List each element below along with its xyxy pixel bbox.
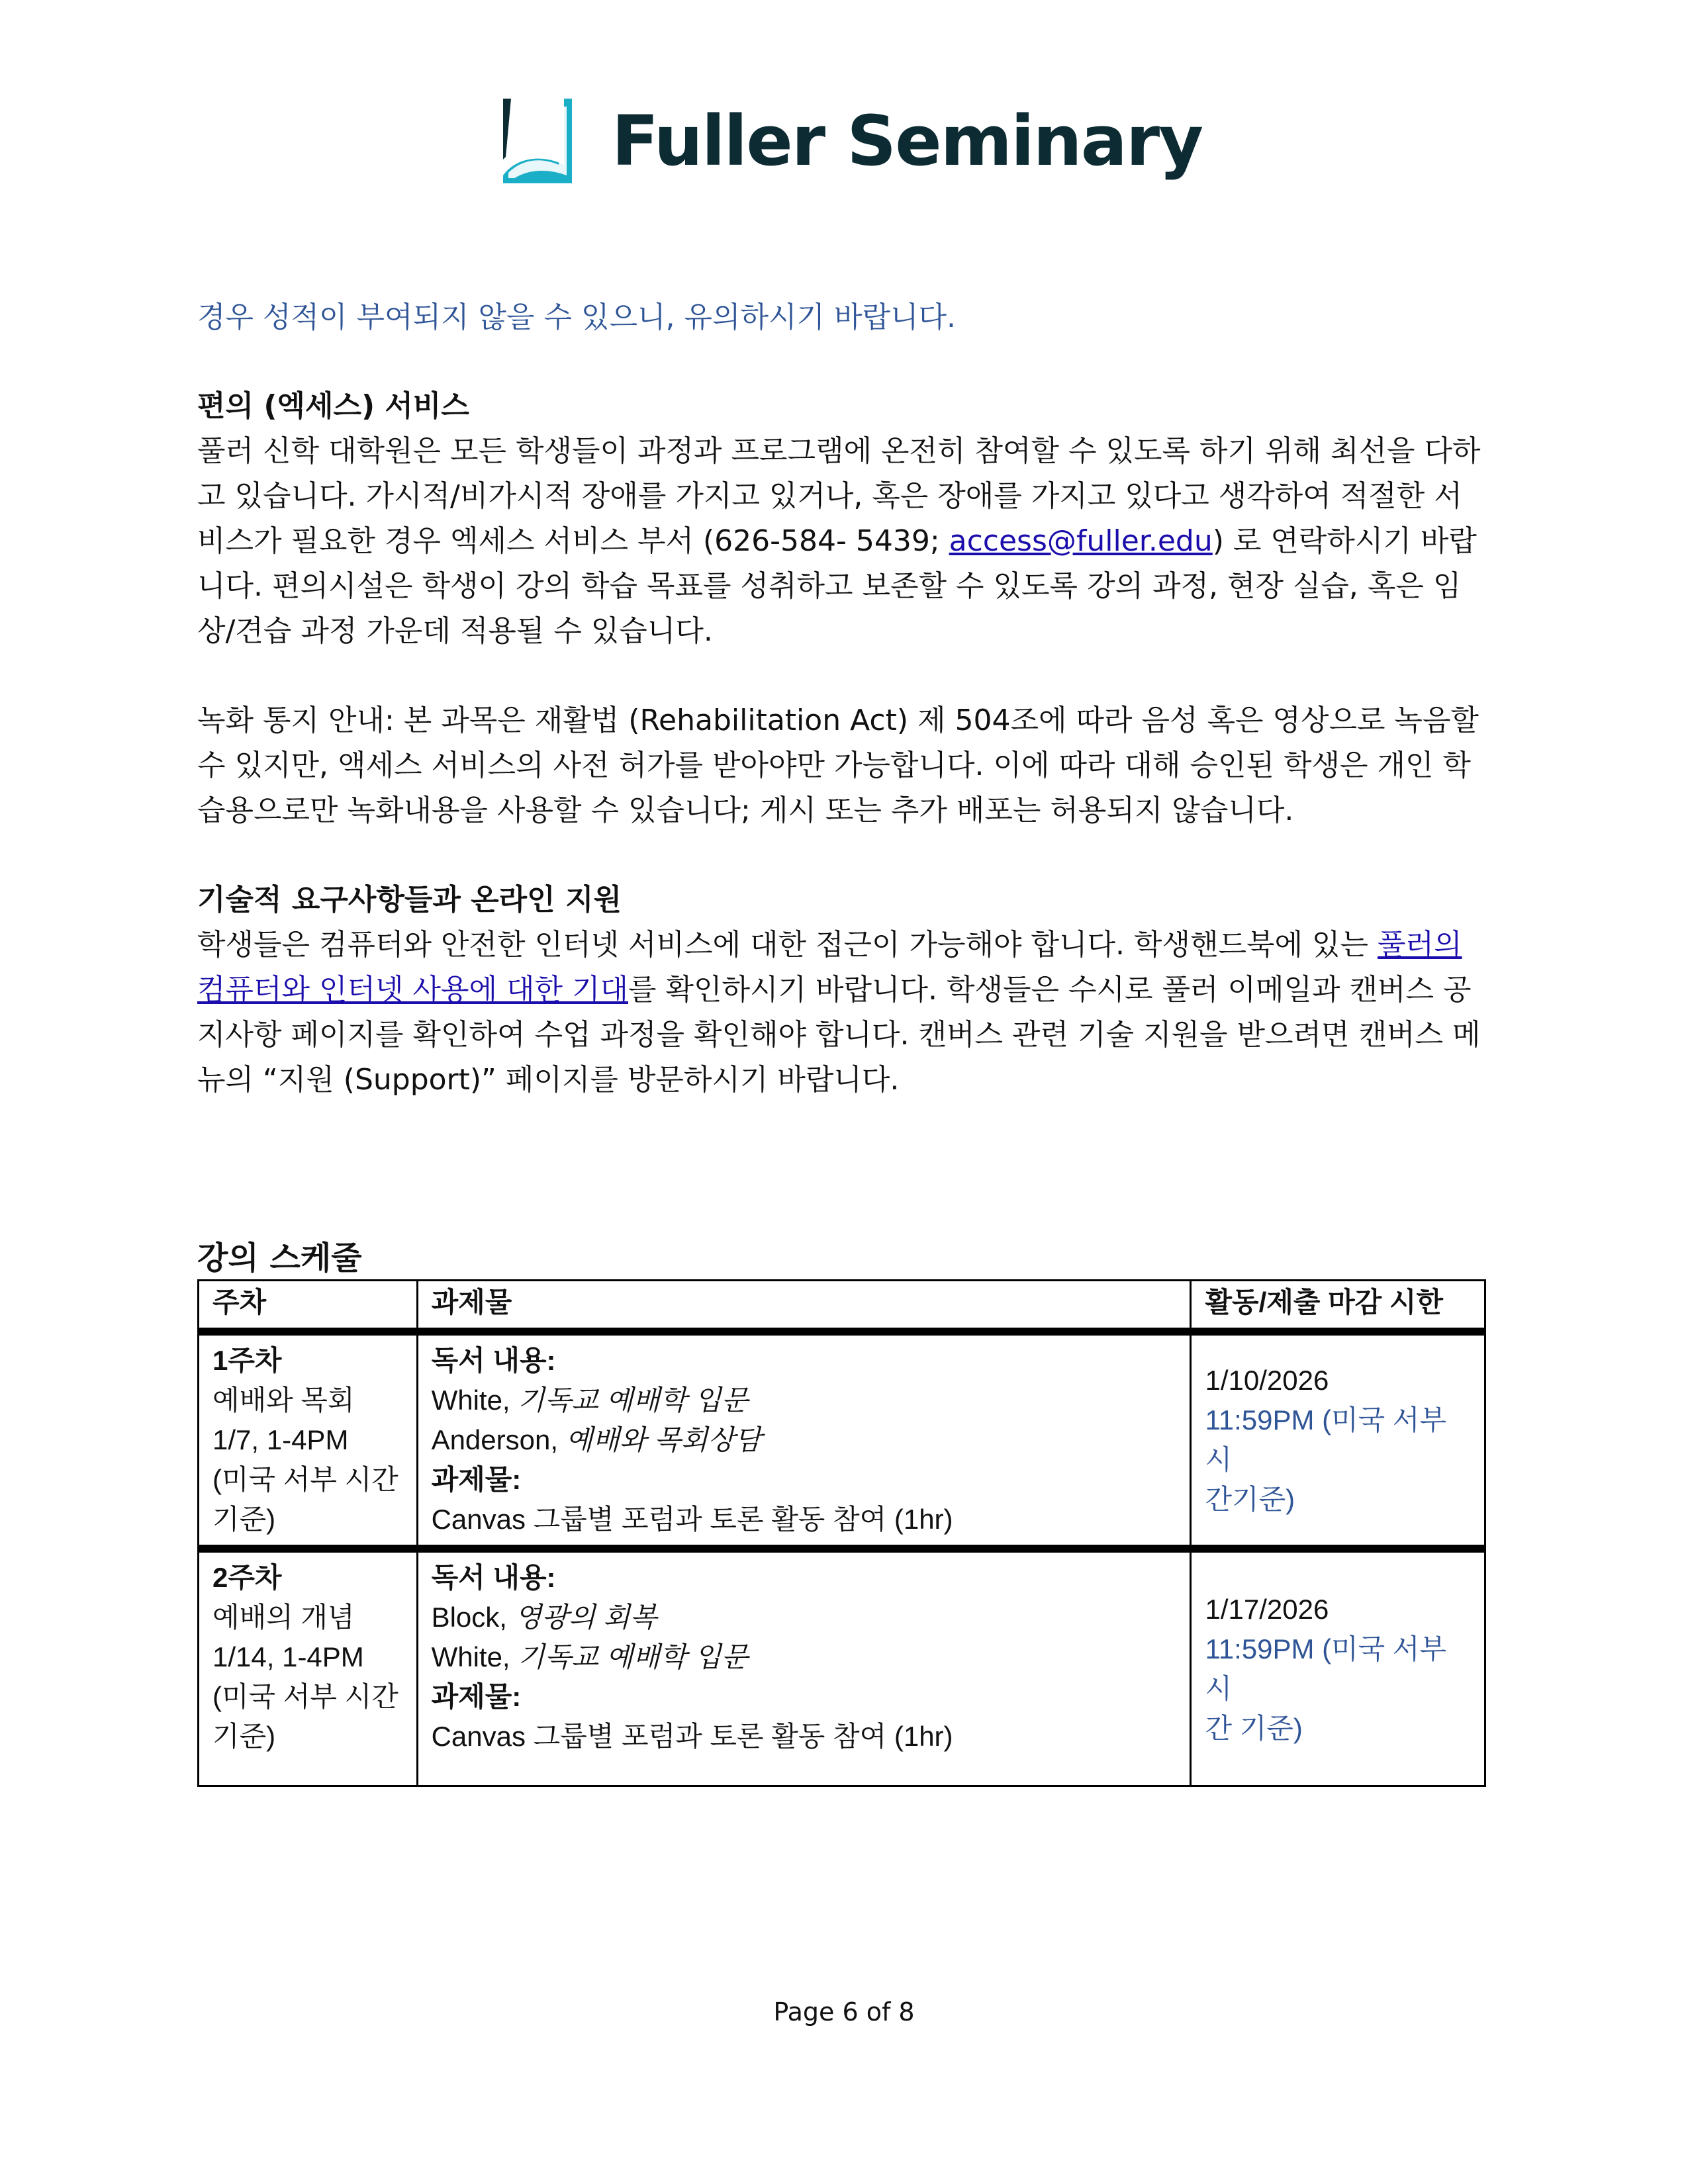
access-heading: 편의 (엑세스) 서비스	[197, 389, 469, 423]
due-time: 간 기준)	[1205, 1712, 1303, 1744]
tech-line	[197, 970, 1471, 1010]
access-line: 니다. 편의시설은 학생이 강의 학습 목표를 성취하고 보존할 수 있도록 강의 과정, 현장 실습, 혹은 임	[197, 569, 1462, 603]
assignment-cell	[417, 1332, 1191, 1549]
due-time: 간기준)	[1205, 1484, 1295, 1515]
reading-author: Anderson,	[431, 1424, 566, 1455]
week-label: 1주차	[212, 1345, 282, 1376]
reading-author: White,	[431, 1385, 518, 1416]
tech-line-text: 를 확인하시기 바랍니다. 학생들은 수시로 풀러 이메일과 캔버스 공	[628, 973, 1472, 1007]
access-line: 풀러 신학 대학원은 모든 학생들이 과정과 프로그램에 온전히 참여할 수 있도록 하기 위해 최선을 다하	[197, 434, 1481, 468]
assignment-text: Canvas 그룹별 포럼과 토론 활동 참여 (1hr)	[431, 1504, 953, 1535]
assignment-text: Canvas 그룹별 포럼과 토론 활동 참여 (1hr)	[431, 1721, 953, 1752]
week-label: 2주차	[212, 1562, 282, 1593]
reading-title: 영광의 회복	[514, 1602, 657, 1633]
reading-item	[432, 1637, 1177, 1677]
access-line	[197, 522, 1477, 561]
table-row	[199, 1549, 1485, 1786]
table-header-row	[199, 1281, 1485, 1332]
due-time: 11:59PM (미국 서부시	[1205, 1633, 1447, 1704]
tech-heading: 기술적 요구사항들과 온라인 지원	[197, 883, 622, 917]
reading-item	[432, 1381, 1177, 1420]
expectations-link[interactable]: 풀러의	[1377, 928, 1462, 962]
week-tz: (미국 서부 시간	[212, 1464, 399, 1495]
due-cell	[1191, 1332, 1485, 1549]
access-line: 상/견습 과정 가운데 적용될 수 있습니다.	[197, 614, 713, 648]
reading-title: 기독교 예배학 입문	[518, 1641, 749, 1672]
header-assignments: 과제물	[417, 1281, 1191, 1332]
recording-line: 습용으로만 녹화내용을 사용할 수 있습니다; 게시 또는 추가 배포는 허용되지 않습니다.	[197, 794, 1294, 827]
week-time: 1/14, 1-4PM	[212, 1641, 364, 1672]
access-email-link[interactable]: access@fuller.edu	[949, 524, 1213, 558]
access-line-text: 비스가 필요한 경우 엑세스 서비스 부서 (626-584- 5439;	[197, 524, 949, 558]
page-number: Page 6 of 8	[773, 1997, 915, 2026]
recording-line: 녹화 통지 안내: 본 과목은 재활법 (Rehabilitation Act) 제 504조에 따라 음성 혹은 영상으로 녹음할	[197, 704, 1479, 737]
assign-label: 과제물:	[431, 1681, 522, 1712]
week-topic: 예배와 목회	[212, 1385, 355, 1416]
reading-title: 예배와 목회상담	[565, 1424, 762, 1455]
week-cell	[199, 1549, 418, 1786]
due-time: 11:59PM (미국 서부시	[1205, 1404, 1447, 1475]
reading-author: Block,	[431, 1602, 515, 1633]
reading-item	[432, 1598, 1177, 1637]
schedule-table	[197, 1279, 1486, 1787]
due-cell	[1191, 1549, 1485, 1786]
tech-line-text: 학생들은 컴퓨터와 안전한 인터넷 서비스에 대한 접근이 가능해야 합니다. 학생핸드북에 있는	[197, 928, 1378, 962]
week-cell	[199, 1332, 418, 1549]
week-tz: 기준)	[212, 1504, 276, 1535]
due-date: 1/17/2026	[1205, 1593, 1329, 1625]
expectations-link[interactable]: 컴퓨터와 인터넷 사용에 대한 기대	[197, 973, 628, 1007]
week-tz: (미국 서부 시간	[212, 1681, 399, 1712]
access-line: 고 있습니다. 가시적/비가시적 장애를 가지고 있거나, 혹은 장애를 가지고 있다고 생각하여 적절한 서	[197, 479, 1462, 513]
reading-title: 기독교 예배학 입문	[518, 1385, 749, 1416]
assign-label: 과제물:	[431, 1464, 522, 1495]
reading-author: White,	[431, 1641, 518, 1672]
schedule-title: 강의 스케줄	[197, 1240, 362, 1277]
tech-line: 뉴의 “지원 (Support)” 페이지를 방문하시기 바랍니다.	[197, 1063, 900, 1097]
tech-line: 지사항 페이지를 확인하여 수업 과정을 확인해야 합니다. 캔버스 관련 기술 지원을 받으려면 캔버스 메	[197, 1018, 1481, 1052]
due-date: 1/10/2026	[1205, 1365, 1329, 1396]
header-due: 활동/제출 마감 시한	[1191, 1281, 1485, 1332]
table-row	[199, 1332, 1485, 1549]
recording-line: 수 있지만, 액세스 서비스의 사전 허가를 받아야만 가능합니다. 이에 따라 대해 승인된 학생은 개인 학	[197, 749, 1471, 782]
reading-label: 독서 내용:	[431, 1345, 556, 1376]
week-time: 1/7, 1-4PM	[212, 1424, 349, 1455]
week-tz: 기준)	[212, 1721, 276, 1752]
intro-line: 경우 성적이 부여되지 않을 수 있으니, 유의하시기 바랍니다.	[197, 300, 956, 334]
tech-line	[197, 925, 1462, 965]
logo-text: Fuller Seminary	[612, 100, 1202, 181]
access-line-suffix: ) 로 연락하시기 바랍	[1212, 524, 1477, 558]
week-topic: 예배의 개념	[212, 1602, 355, 1633]
fuller-logo	[503, 96, 1202, 185]
reading-label: 독서 내용:	[431, 1562, 556, 1593]
book-logo-icon	[503, 98, 588, 184]
header-week: 주차	[199, 1281, 418, 1332]
assignment-cell	[417, 1549, 1191, 1786]
reading-item	[432, 1420, 1177, 1460]
